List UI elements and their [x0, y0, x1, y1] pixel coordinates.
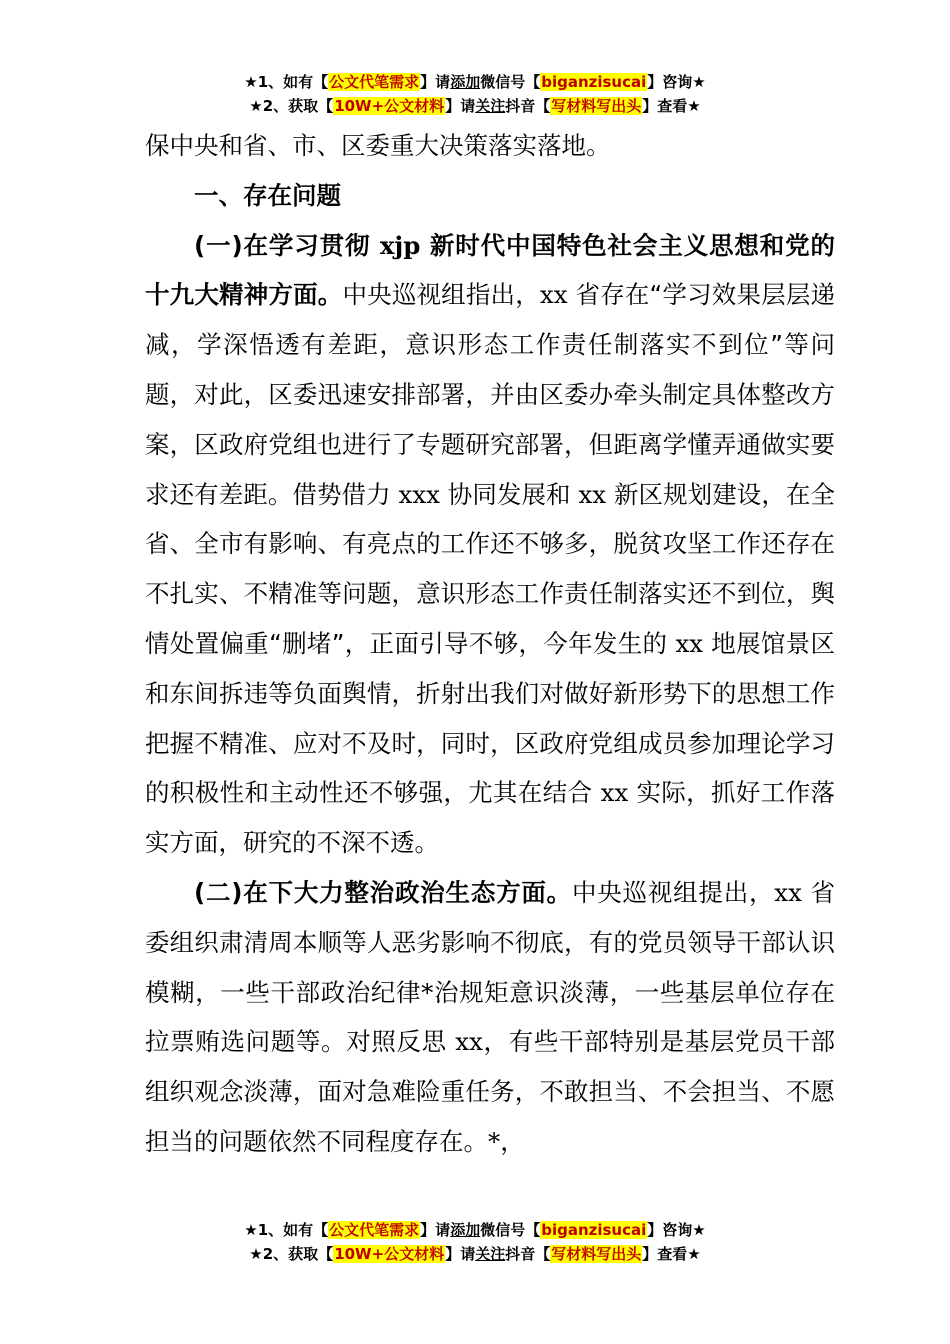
- body-text: 中央巡视组指出，: [342, 280, 540, 310]
- paragraph-ecology: [145, 868, 835, 1167]
- body-text: 治规矩意识淡薄，一些基层单位存在拉票贿选问题等。对照反思: [145, 977, 836, 1057]
- promo-text: 微信号【: [480, 73, 541, 91]
- promo-text: 】查看★: [642, 97, 701, 115]
- body-text: 中央巡视组提出，: [571, 877, 775, 907]
- body-text: xx: [600, 778, 629, 808]
- promo-text: 抖音【: [505, 97, 551, 115]
- body-text: xx: [539, 280, 568, 310]
- header-promo-banner: [0, 70, 950, 118]
- promo-text: 微信号【: [480, 1221, 541, 1239]
- body-text: ，有些干部特别是基层党员干部组织观念淡薄，面对急难险重任务，不敢担当、不会担当、不愿担当的问题依然不同程度存在。: [145, 1027, 835, 1156]
- promo-underline: 添加: [450, 1221, 481, 1239]
- promo-highlight: biganzisucai: [541, 73, 647, 91]
- promo-underline: 添加: [450, 73, 481, 91]
- promo-text: ★1、如有【: [244, 1221, 329, 1239]
- body-text: 省委组织肃清周本顺等人恶劣影响不彻底，有的党员领导干部认识模糊，一些干部政治纪律: [145, 877, 835, 1007]
- footer-promo-banner: [0, 1218, 950, 1266]
- body-text: *: [421, 977, 434, 1007]
- body-text: xx: [774, 877, 802, 907]
- promo-highlight: 10W+公文材料: [334, 97, 445, 115]
- promo-text: 】请: [420, 1221, 451, 1239]
- body-text: 协同发展和: [439, 479, 579, 509]
- document-body: [145, 121, 835, 1167]
- promo-highlight: 写材料写出头: [551, 97, 642, 115]
- body-text: 新区规划建设，在全省、全市有影响、有亮点的工作还不够多，脱贫攻坚工作还存在不扎实、不精准等问题，意识形态工作责任制落实还不到位，舆情处置偏重“删堵”，正面引导不够，今年发生的: [145, 479, 835, 658]
- promo-highlight: 写材料写出头: [551, 1245, 642, 1263]
- body-text: xx: [455, 1027, 483, 1057]
- promo-underline: 关注: [475, 1245, 506, 1263]
- body-text: xx: [675, 628, 704, 658]
- body-text: xxx: [398, 479, 440, 509]
- promo-text: 】咨询★: [647, 1221, 706, 1239]
- promo-line-2: [0, 1242, 950, 1266]
- continued-paragraph: 保中央和省、市、区委重大决策落实落地。: [145, 131, 611, 160]
- promo-text: 】请: [445, 1245, 476, 1263]
- promo-line-1: [0, 70, 950, 94]
- body-text: xx: [578, 479, 607, 509]
- body-text: *: [488, 1126, 501, 1156]
- promo-text: 】请: [420, 73, 451, 91]
- promo-text: ★2、获取【: [249, 97, 334, 115]
- subsection-title: (二)在下大力整治政治生态方面。: [194, 877, 572, 907]
- promo-highlight: 公文代笔需求: [329, 73, 420, 91]
- promo-text: 抖音【: [505, 1245, 551, 1263]
- promo-line-2: [0, 94, 950, 118]
- paragraph-study: [145, 221, 835, 868]
- promo-highlight: biganzisucai: [541, 1221, 647, 1239]
- promo-text: ★1、如有【: [244, 73, 329, 91]
- title-text: 新时代中国特色社会主义思想和党的十九大精神方面。: [145, 230, 835, 310]
- section-heading: 一、存在问题: [194, 180, 341, 210]
- body-text: 省存在“学习效果层层递减，学深悟透有差距，意识形态工作责任制落实不到位”等问题，对此，区委迅速安排部署，并由区委办牵头制定具体整改方案，区政府党组也进行了专题研究部署，但距离学懂弄通做实要求还有差距。借势借力: [145, 280, 836, 509]
- promo-highlight: 公文代笔需求: [329, 1221, 420, 1239]
- promo-text: 】查看★: [642, 1245, 701, 1263]
- body-text: 实际，抓好工作落实方面，研究的不深不透。: [145, 778, 835, 858]
- promo-text: 】请: [445, 97, 476, 115]
- title-text: xjp: [379, 230, 421, 260]
- promo-highlight: 10W+公文材料: [334, 1245, 445, 1263]
- promo-line-1: [0, 1218, 950, 1242]
- promo-underline: 关注: [475, 97, 506, 115]
- promo-text: 】咨询★: [647, 73, 706, 91]
- title-text: (一)在学习贯彻: [194, 230, 380, 260]
- body-text: ，: [500, 1126, 525, 1156]
- promo-text: ★2、获取【: [249, 1245, 334, 1263]
- body-text: 地展馆景区和东间拆违等负面舆情，折射出我们对做好新形势下的思想工作把握不精准、应对不及时，同时，区政府党组成员参加理论学习的积极性和主动性还不够强，尤其在结合: [145, 628, 835, 808]
